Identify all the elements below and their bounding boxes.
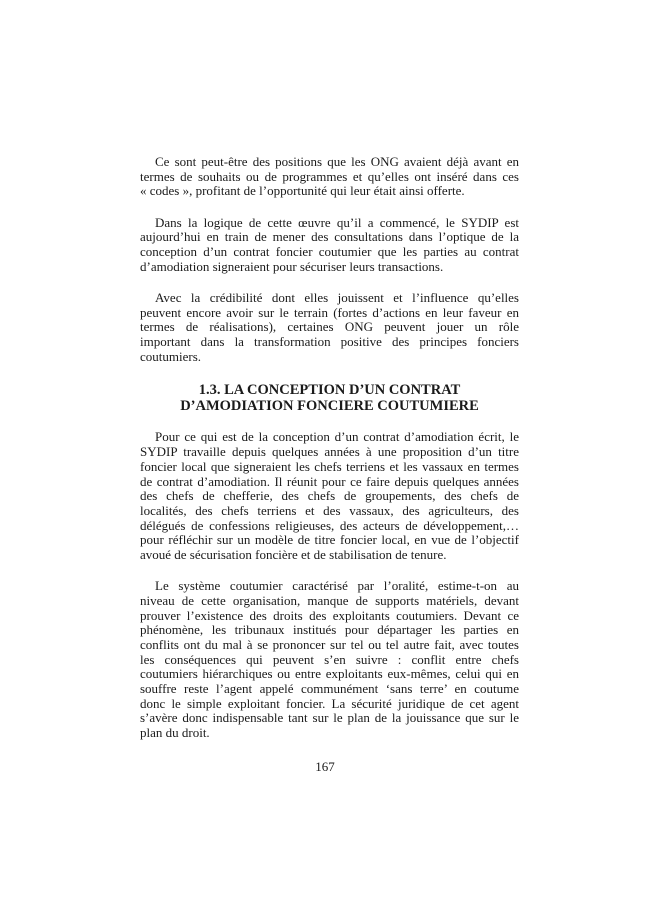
text-line: foncier local que signeraient les chefs terriens et les vassaux en termes bbox=[140, 458, 519, 474]
page-number: 167 bbox=[315, 759, 335, 774]
text-line: des chefs de chefferie, des chefs de groupements, des chefs de bbox=[140, 488, 519, 504]
text-line: les conséquences qui peuvent s’en suivre : conflit entre chefs bbox=[140, 651, 519, 667]
text-line: d’amodiation signeraient pour sécuriser leurs transactions. bbox=[140, 258, 444, 274]
paragraph bbox=[140, 155, 519, 199]
text-line: « codes », profitant de l’opportunité qui leur était ainsi offerte. bbox=[140, 183, 465, 199]
text-line: important dans la transformation positive des principes fonciers bbox=[140, 334, 519, 350]
paragraph bbox=[140, 216, 519, 275]
text-line: localités, des chefs terriens et des vassaux, des agriculteurs, des bbox=[140, 502, 519, 518]
text-line: Le système coutumier caractérisé par l’oralité, estime-t-on au bbox=[155, 578, 519, 594]
text-line: Pour ce qui est de la conception d’un contrat d’amodiation écrit, le bbox=[155, 429, 519, 445]
text-line: SYDIP travaille depuis quelques années à une proposition d’un titre bbox=[140, 444, 519, 460]
text-line: phénomène, les tribunaux institués pour départager les parties en bbox=[140, 622, 519, 638]
paragraphs-after-heading bbox=[140, 430, 519, 740]
text-line: pour réfléchir sur un modèle de titre foncier local, en vue de l’objectif bbox=[140, 532, 519, 548]
section-heading-line: 1.3. LA CONCEPTION D’UN CONTRAT bbox=[198, 382, 461, 399]
paragraph bbox=[140, 579, 519, 741]
text-line: Dans la logique de cette œuvre qu’il a commencé, le SYDIP est bbox=[155, 214, 519, 230]
text-line: Avec la crédibilité dont elles jouissent et l’influence qu’elles bbox=[155, 290, 519, 305]
paragraph bbox=[140, 291, 519, 364]
paragraphs-before-heading bbox=[140, 155, 519, 364]
text-line: avoué de sécurisation foncière et de stabilisation de tenure. bbox=[140, 546, 447, 562]
text-line: s’avère donc indispensable tant sur le plan de la jouissance que sur le bbox=[140, 710, 519, 726]
section-heading bbox=[140, 382, 519, 414]
section-heading-line: D’AMODIATION FONCIERE COUTUMIERE bbox=[180, 398, 479, 415]
text-line: prouver l’existence des droits des exploitants coutumiers. Devant ce bbox=[140, 607, 519, 623]
text-line: conflits ont du mal à se prononcer sur tel ou tel autre fait, avec toutes bbox=[140, 636, 519, 652]
text-line: termes de souhaits ou de programmes et qu’elles ont inséré dans ces bbox=[140, 168, 519, 184]
text-line: Ce sont peut-être des positions que les ONG avaient déjà avant en bbox=[155, 154, 519, 169]
text-line: peuvent encore avoir sur le terrain (fortes d’actions en leur faveur en bbox=[140, 304, 519, 320]
text-line: aujourd’hui en train de mener des consultations dans l’optique de la bbox=[140, 229, 519, 245]
text-line: conception d’un contrat foncier coutumier que les parties au contrat bbox=[140, 244, 519, 260]
text-line: plan du droit. bbox=[140, 725, 210, 741]
paragraph bbox=[140, 430, 519, 562]
text-line: donc le simple exploitant foncier. La sécurité juridique de cet agent bbox=[140, 695, 519, 711]
text-line: souffre reste l’agent appelé communément ‘sans terre’ en coutume bbox=[140, 681, 519, 697]
text-line: niveau de cette organisation, manque de supports matériels, devant bbox=[140, 592, 519, 608]
text-line: termes de réalisations), certaines ONG peuvent jouer un rôle bbox=[140, 319, 519, 335]
text-line: coutumiers hiérarchiques ou entre exploitants eux-mêmes, celui qui en bbox=[140, 666, 519, 682]
text-line: délégués de confessions religieuses, des acteurs de développement,… bbox=[140, 517, 519, 533]
text-line: coutumiers. bbox=[140, 348, 202, 364]
text-line: de contrat d’amodiation. Il réunit pour ce faire depuis quelques années bbox=[140, 473, 519, 489]
text-block bbox=[140, 155, 519, 757]
